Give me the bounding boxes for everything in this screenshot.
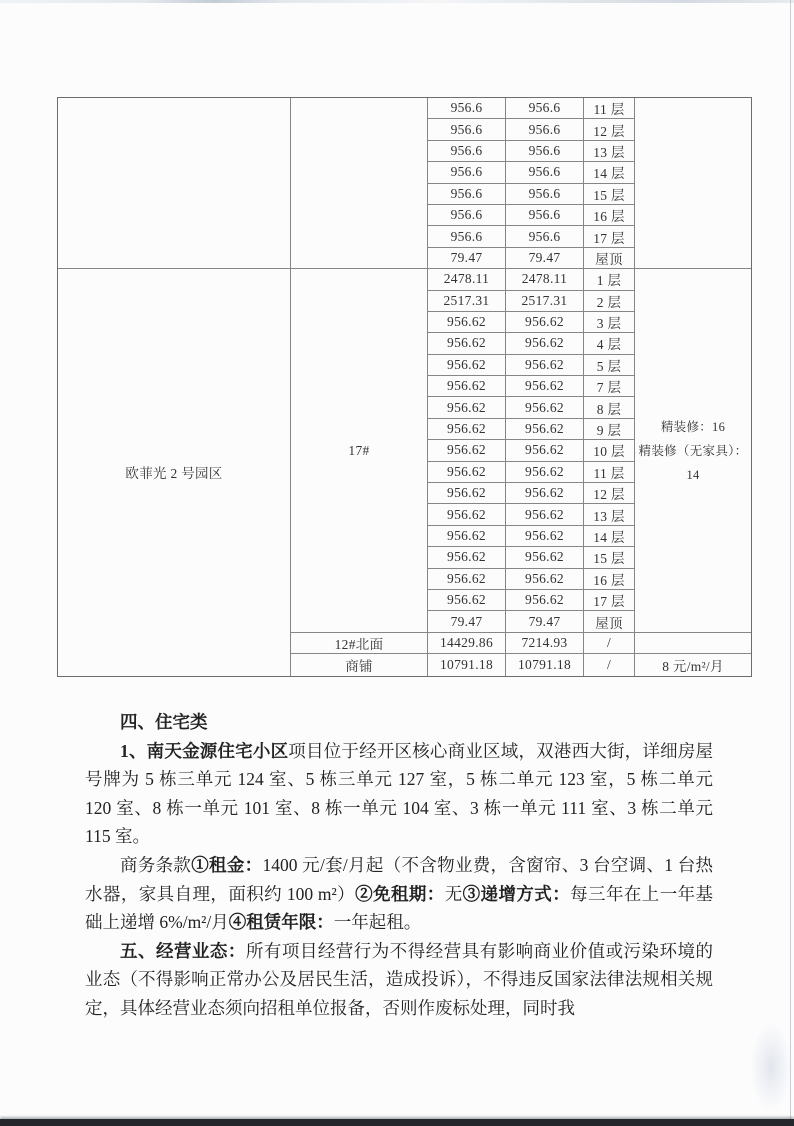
remark-column [634,98,751,676]
area-1-cell: 956.6 [428,184,505,205]
rental-area-table [57,97,752,677]
area-2-cell: 79.47 [506,248,583,269]
paragraph-business-terms [85,851,713,937]
floor-cell: 11 层 [584,98,634,119]
floor-cell: 14 层 [584,162,634,183]
floor-cell: 13 层 [584,504,634,525]
floor-cell: 17 层 [584,590,634,611]
remark-cell-shop-rent [635,654,751,675]
area-1-cell: 956.62 [428,483,505,504]
remark-line: 精装修：16 [660,419,726,434]
remark-cell-empty-north [635,633,751,654]
building-north-label: 12#北面 [334,637,384,653]
building-cell-north [291,633,427,654]
area-1-cell: 10791.18 [439,656,494,672]
shop-rent-label: 8 元/m²/月 [662,659,724,675]
area-2-cell: 956.62 [506,569,583,590]
term-rent-text: 1400 元/套/月起（不含物业费，含窗帘、3 台空调、1 台热水器，家具自理，面积约 100 m²） [85,854,713,904]
area-2-cell: 956.62 [506,355,583,376]
floor-cell: 屋顶 [584,248,634,269]
remark-cell-empty-top [635,98,751,269]
area-2-cell: 956.6 [506,162,583,183]
area-2-cell: 956.62 [506,376,583,397]
terms-lead: 商务条款 [120,854,192,875]
section-heading-label: 四、住宅类 [120,712,208,732]
floor-cell: 15 层 [584,184,634,205]
floor-cell: 16 层 [584,569,634,590]
floor-cell: 14 层 [584,526,634,547]
scan-bottom-edge-artifact [0,1119,794,1126]
floor-cell: 7 层 [584,376,634,397]
building-cell-empty [291,98,427,269]
area-column-1 [427,98,505,676]
term-duration-text: 一年起租。 [333,912,422,933]
business-scope-text: 所有项目经营行为不得经营具有影响商业价值或污染环境的业态（不得影响正常办公及居民生活，造成投诉），不得违反国家法律法规相关规定，具体经营业态须向招租单位报备，否则作废标处理，同时我 [85,940,713,1018]
business-scope-bold: 五、经营业态： [120,940,246,961]
area-2-cell: 956.62 [506,440,583,461]
area-1-cell: 956.62 [428,504,505,525]
paragraph-residential-project [85,737,713,851]
floor-cell: 5 层 [584,355,634,376]
term-increase-text: 每三年在上一年基础上递增 6%/m²/月 [85,883,714,933]
remark-line: 精装修（无家具）： [638,443,748,458]
park-name-cell [58,269,290,676]
area-2-cell: 956.62 [506,483,583,504]
area-2-cell: 79.47 [506,611,583,632]
area-1-cell: 956.62 [428,547,505,568]
building-shop-label: 商铺 [345,659,373,675]
floor-cell: 10 层 [584,440,634,461]
floor-cell: / [584,633,634,654]
area-2-cell: 956.62 [506,462,583,483]
area-2-cell: 956.6 [506,119,583,140]
term-rentfree-bold: ②免租期： [355,883,445,904]
floor-cell: / [606,656,612,672]
building-cell-main [291,269,427,633]
area-2-cell: 956.6 [506,205,583,226]
term-rentfree-text: 无 [444,883,463,904]
document-body-text [85,708,713,1023]
area-1-cell: 956.62 [428,462,505,483]
area-1-cell: 956.62 [428,440,505,461]
area-2-cell: 956.6 [506,226,583,247]
building-cell-shop [291,654,427,675]
floor-cell: 9 层 [584,419,634,440]
area-2-cell: 2478.11 [506,269,583,290]
area-2-cell: 10791.18 [517,656,572,672]
area-1-cell: 956.62 [428,419,505,440]
area-1-cell: 956.62 [428,590,505,611]
scan-top-edge-artifact [0,0,794,3]
park-name-label: 欧菲光 2 号园区 [125,466,223,482]
floor-cell: 8 层 [584,397,634,418]
area-2-cell: 956.6 [506,184,583,205]
floor-cell: 3 层 [584,312,634,333]
area-2-cell: 956.62 [506,590,583,611]
building-column [290,98,427,676]
project-name-bold: 1、南天金源住宅小区 [120,740,289,761]
remark-line: 14 [686,467,700,482]
area-1-cell: 956.62 [428,333,505,354]
scan-smudge-artifact [750,1022,792,1112]
area-1-cell: 956.6 [428,141,505,162]
area-1-cell: 956.6 [428,162,505,183]
area-2-cell: 956.62 [506,547,583,568]
section-heading-residential [85,708,713,737]
floor-cell: 2 层 [584,291,634,312]
remark-cell-decoration [635,269,751,633]
area-1-cell: 2517.31 [428,291,505,312]
area-2-cell: 956.6 [506,141,583,162]
area-1-cell: 956.62 [428,569,505,590]
area-2-cell: 956.62 [506,504,583,525]
area-2-cell: 956.62 [506,312,583,333]
floor-cell: 17 层 [584,226,634,247]
area-1-cell: 79.47 [428,248,505,269]
floor-column [583,98,634,676]
park-name-column [58,98,290,676]
area-1-cell: 956.62 [428,355,505,376]
area-1-cell: 956.62 [428,376,505,397]
park-name-cell-empty [58,98,290,269]
floor-cell: 4 层 [584,333,634,354]
term-duration-bold: ④租赁年限： [228,912,334,933]
project-description: 项目位于经开区核心商业区域，双港西大街，详细房屋号牌为 5 栋三单元 124 室、5 栋三单元 127 室，5 栋二单元 123 室，5 栋二单元 120 室、8 栋一单元 101 室、8 栋一单元 104 室、3 栋一单元 111 室、3 栋二单元 115 室。 [85,740,713,847]
area-2-cell: 956.62 [506,397,583,418]
floor-cell: 11 层 [584,462,634,483]
term-rent-bold: ①租金： [191,854,263,875]
area-1-cell: 956.6 [428,205,505,226]
area-1-cell: 956.6 [428,98,505,119]
area-2-cell: 2517.31 [506,291,583,312]
floor-cell: 12 层 [584,483,634,504]
floor-cell: 屋顶 [584,611,634,632]
scan-right-edge-artifact [790,0,791,1126]
floor-cell: 15 层 [584,547,634,568]
floor-cell: 12 层 [584,119,634,140]
area-2-cell: 956.62 [506,526,583,547]
building-main-label: 17# [348,442,370,458]
area-1-cell: 956.6 [428,119,505,140]
area-1-cell: 14429.86 [428,633,505,654]
area-2-cell: 7214.93 [506,633,583,654]
area-2-cell: 956.62 [506,419,583,440]
paragraph-business-scope [85,937,713,1023]
term-increase-bold: ③递增方式： [462,883,571,904]
area-1-cell: 956.6 [428,226,505,247]
area-1-cell: 79.47 [428,611,505,632]
area-column-2 [505,98,583,676]
floor-cell: 1 层 [584,269,634,290]
area-1-cell: 956.62 [428,397,505,418]
floor-cell: 16 层 [584,205,634,226]
area-1-cell: 2478.11 [428,269,505,290]
floor-cell: 13 层 [584,141,634,162]
area-2-cell: 956.62 [506,333,583,354]
area-1-cell: 956.62 [428,526,505,547]
area-2-cell: 956.6 [506,98,583,119]
area-1-cell: 956.62 [428,312,505,333]
